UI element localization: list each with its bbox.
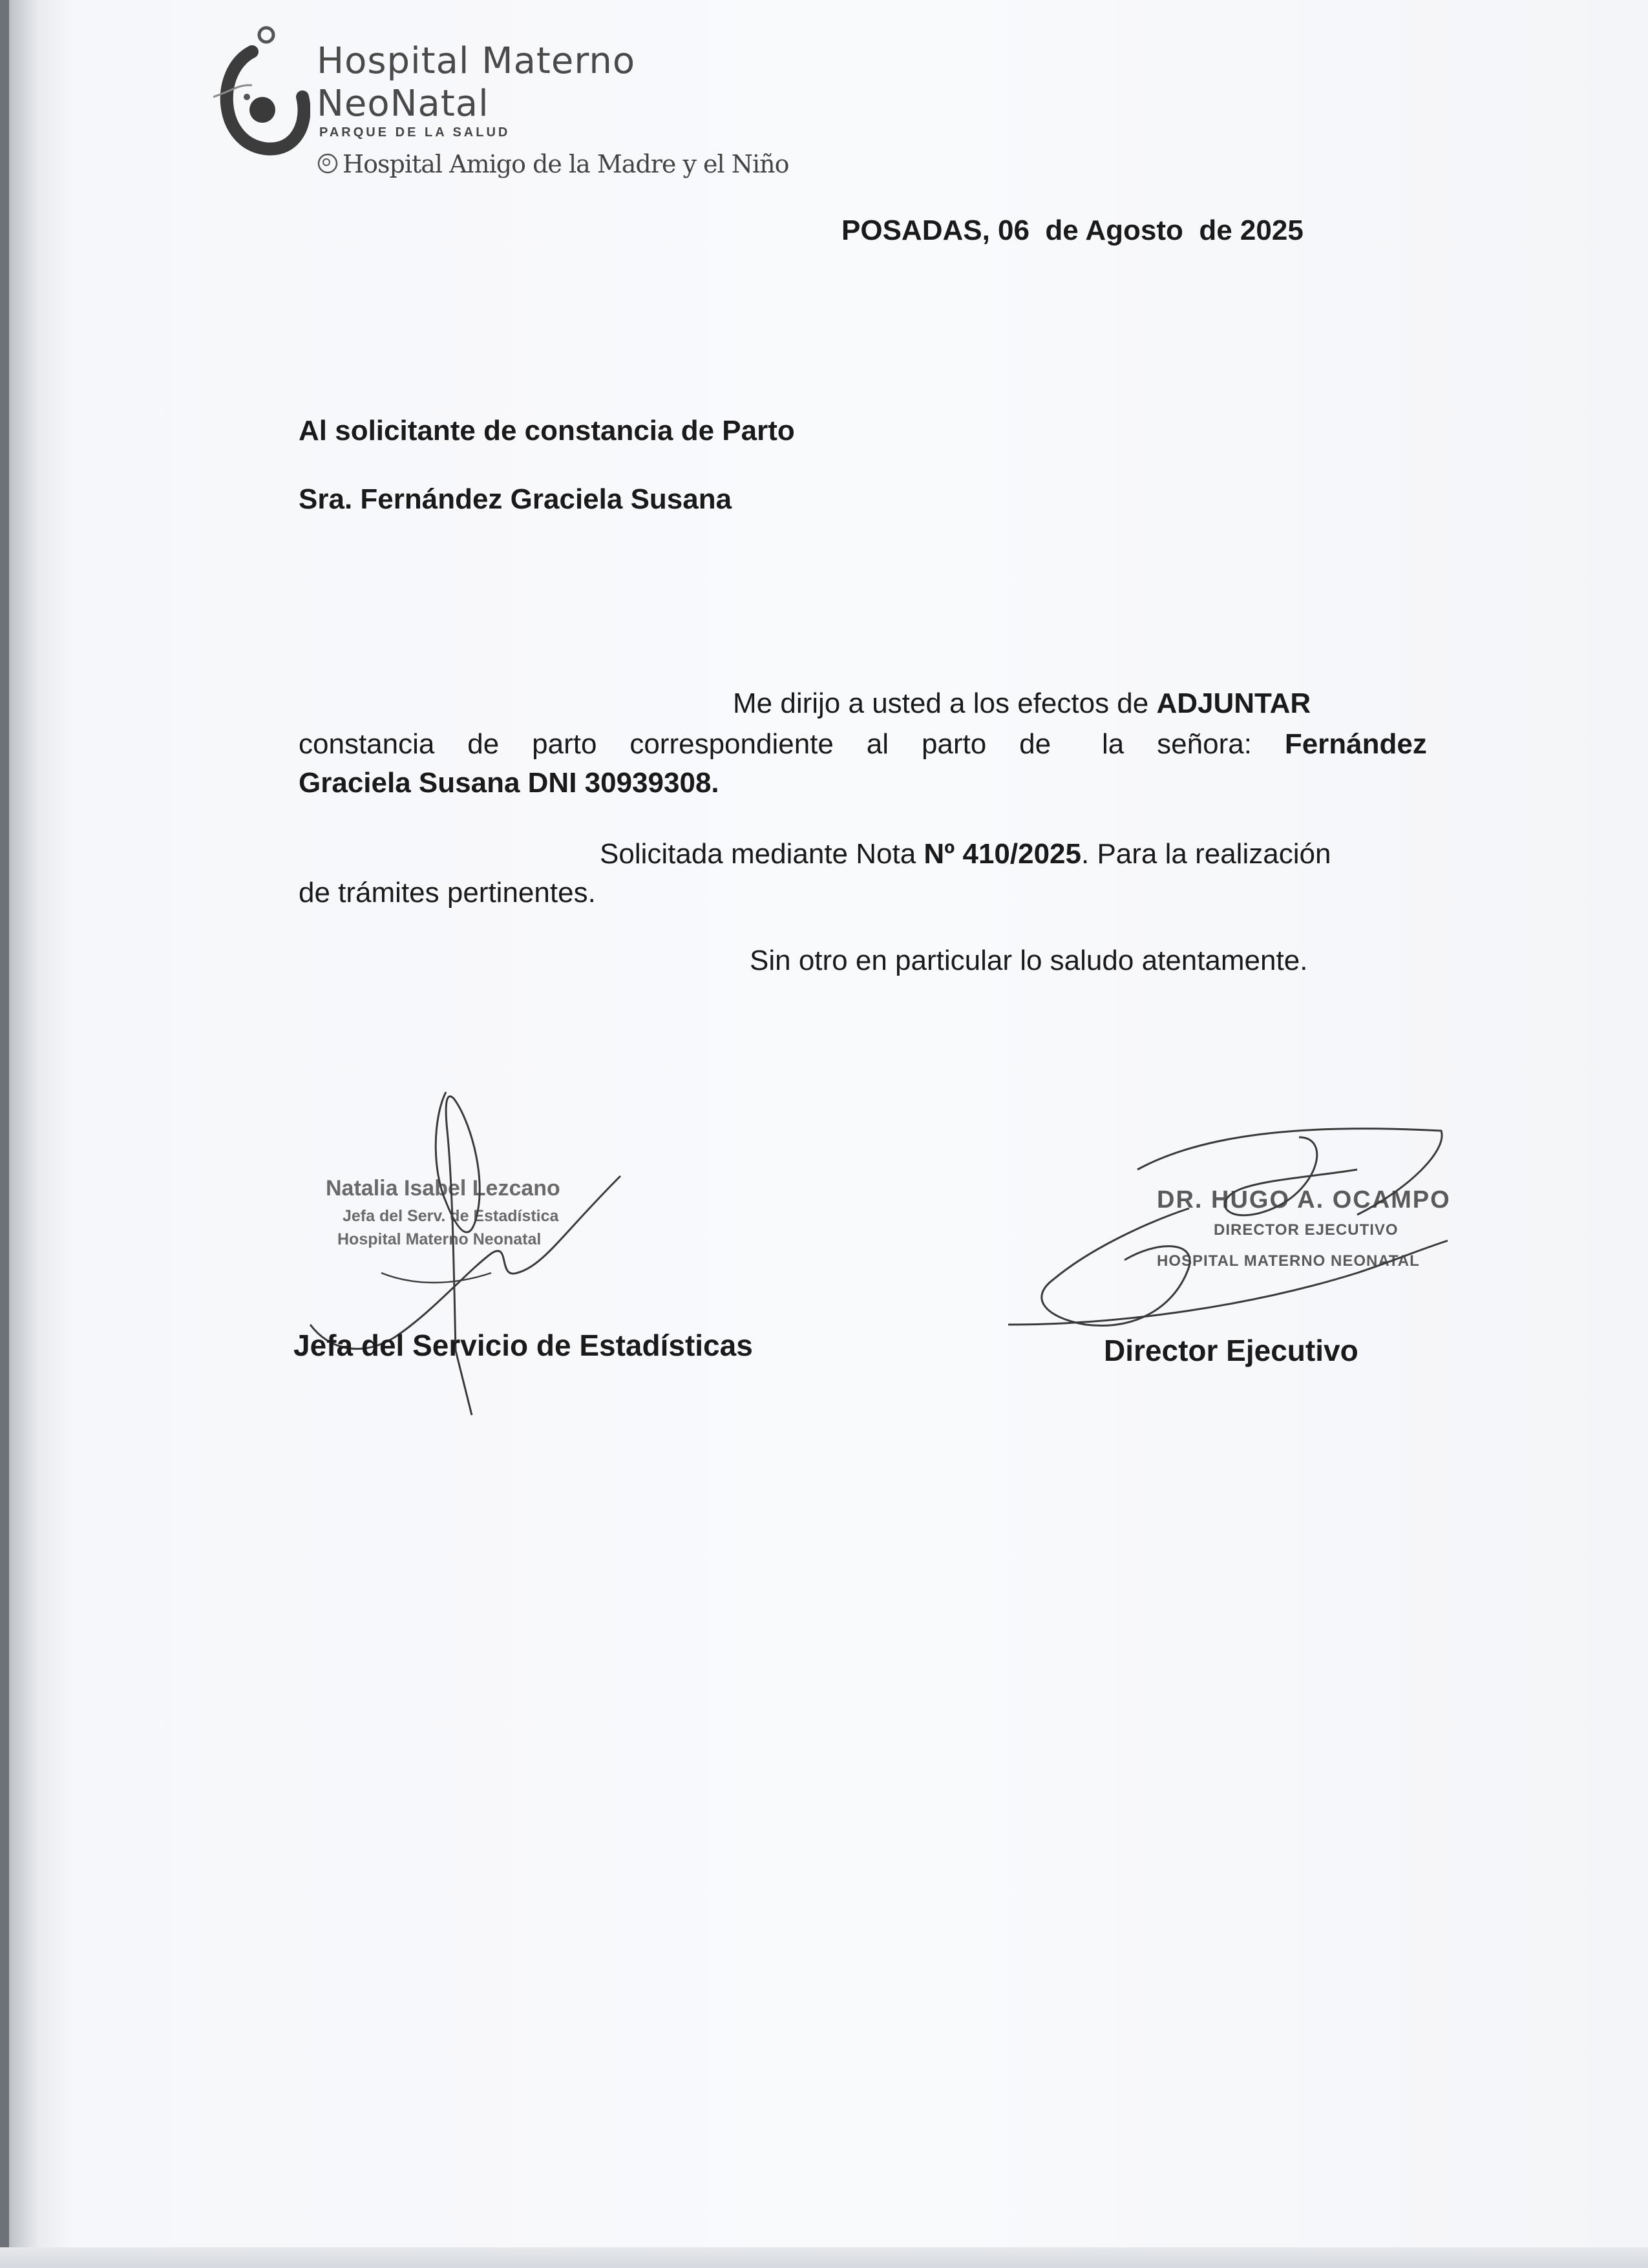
hospital-name-line2: NeoNatal [317, 83, 489, 125]
p1-text: Me dirijo a usted a los efectos de [733, 688, 1157, 719]
p1-word: correspondiente [629, 728, 834, 760]
right-stamp-title: DIRECTOR EJECUTIVO [1214, 1221, 1399, 1239]
right-handwritten-signature [995, 1111, 1448, 1357]
letter-date: POSADAS, 06 de Agosto de 2025 [841, 215, 1304, 246]
p1-word: de [467, 728, 500, 760]
paragraph-2-line-2: de trámites pertinentes. [299, 877, 596, 908]
hospital-logo [213, 26, 789, 194]
p2-text-end: . Para la realización [1081, 838, 1331, 870]
paragraph-2-line-1 [600, 830, 1331, 878]
hospital-tagline [317, 150, 789, 178]
hospital-name [317, 40, 635, 125]
right-stamp-name: DR. HUGO A. OCAMPO [1157, 1186, 1451, 1213]
recipient-line-2: Sra. Fernández Graciela Susana [299, 483, 732, 515]
p1-word: parto [921, 728, 987, 760]
left-stamp-name: Natalia Isabel Lezcano [326, 1176, 560, 1201]
right-signatory-role: Director Ejecutivo [1104, 1334, 1358, 1367]
p1-word: de [1019, 728, 1051, 760]
hospital-subtitle: PARQUE DE LA SALUD [319, 125, 511, 140]
p1-word: la [1102, 728, 1125, 760]
left-signatory-role: Jefa del Servicio de Estadísticas [293, 1328, 753, 1362]
p1-word: constancia [299, 728, 435, 760]
p1-word: parto [532, 728, 597, 760]
p1-word: al [866, 728, 889, 760]
recipient-line-1: Al solicitante de constancia de Parto [299, 415, 795, 446]
p1-word: señora: [1157, 728, 1252, 760]
right-stamp-institution: HOSPITAL MATERNO NEONATAL [1157, 1252, 1420, 1270]
scan-edge-shadow [0, 0, 9, 2268]
p1-bold: ADJUNTAR [1156, 688, 1311, 719]
mother-child-logo-icon [213, 26, 310, 162]
scan-bottom-edge [0, 2247, 1648, 2268]
note-number: Nº 410/2025 [924, 838, 1081, 870]
baby-icon [317, 151, 339, 176]
closing-line: Sin otro en particular lo saludo atentamente. [750, 945, 1308, 976]
left-stamp-institution: Hospital Materno Neonatal [337, 1230, 542, 1248]
p2-text: Solicitada mediante Nota [600, 838, 924, 870]
p1-bold-name: Fernández [1284, 728, 1427, 760]
hospital-name-line1: Hospital Materno [317, 40, 636, 82]
tagline-text: Hospital Amigo de la Madre y el Niño [343, 150, 789, 178]
paragraph-1-line-3: Graciela Susana DNI 30939308. [299, 767, 719, 799]
left-stamp-title: Jefa del Serv. de Estadística [343, 1207, 559, 1225]
